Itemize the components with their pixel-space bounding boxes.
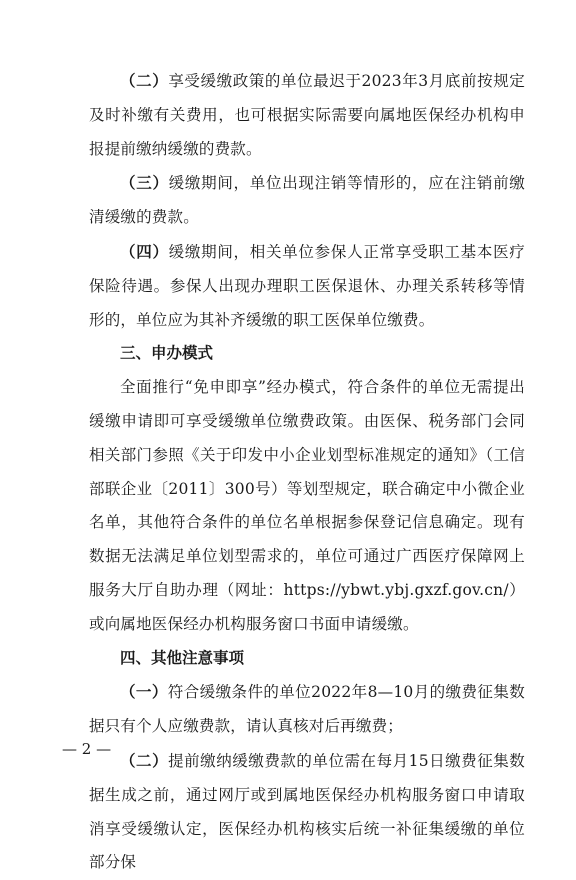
paragraph-two-supplement xyxy=(89,64,525,166)
paragraph-text: 享受缓缴政策的单位最迟于2023年3月底前按规定及时补缴有关费用，也可根据实际需要向属地医保经办机构申报提前缴纳缓缴的费款。 xyxy=(89,72,525,158)
paragraph-note-two xyxy=(89,744,525,880)
paragraph-text: 提前缴纳缓缴费款的单位需在每月15日缴费征集数据生成之前，通过网厅或到属地医保经办机构服务窗口申请取消享受缓缴认定，医保经办机构核实后统一补征集缓缴的单位部分保 xyxy=(89,751,525,872)
paragraph-text: 符合缓缴条件的单位2022年8—10月的缴费征集数据只有个人应缴费款，请认真核对后再缴费； xyxy=(89,683,525,736)
paragraph-note-one xyxy=(89,675,525,744)
section-heading-application-mode: 三、申办模式 xyxy=(120,344,214,363)
item-number: （一） xyxy=(120,682,168,702)
document-body xyxy=(89,64,525,880)
paragraph-three-cancellation xyxy=(89,166,525,235)
item-number: （二） xyxy=(120,71,169,90)
paragraph-four-benefits xyxy=(89,235,525,337)
item-number: （二） xyxy=(120,750,169,770)
page-number: — 2 — xyxy=(62,740,112,758)
item-number: （四） xyxy=(120,241,169,261)
paragraph-text: 缓缴期间，单位出现注销等情形的，应在注销前缴清缓缴的费款。 xyxy=(89,174,525,227)
paragraph-text: 全面推行“免申即享”经办模式，符合条件的单位无需提出缓缴申请即可享受缓缴单位缴费政策。由医保、税务部门会同相关部门参照《关于印发中小企业划型标准规定的通知》（工信部联企业〔2011〕300号）等划型规定，联合确定中小微企业名单，其他符合条件的单位名单根据参保登记信息确定。现有数据无法满足单位划型需求的，单位可通过广西医疗保障网上服务大厅自助办理（网址：https://ybwt.ybj.gxzf.gov.cn/）或向属地医保经办机构服务窗口书面申请缓缴。 xyxy=(89,378,525,633)
paragraph-text: 缓缴期间，相关单位参保人正常享受职工基本医疗保险待遇。参保人出现办理职工医保退休、办理关系转移等情形的，单位应为其补齐缓缴的职工医保单位缴费。 xyxy=(89,242,525,329)
section-heading-other-notes: 四、其他注意事项 xyxy=(120,648,245,667)
paragraph-application-mode xyxy=(89,371,525,641)
item-number: （三） xyxy=(120,173,169,193)
